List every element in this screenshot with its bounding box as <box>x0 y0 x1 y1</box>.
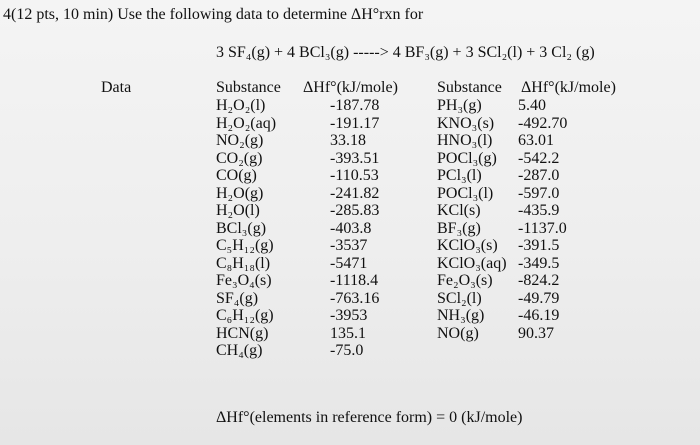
right-substance-cell-3: POCl₃(g) <box>437 149 497 167</box>
right-dh-cell-7: -1137.0 <box>518 219 567 237</box>
left-substance-column <box>216 97 276 360</box>
left-substance-cell-5: H₂O(g) <box>216 184 264 202</box>
right-substance-cell-11: SCl₂(l) <box>437 289 482 307</box>
right-substance-cell-4: PCl₃(l) <box>437 167 482 184</box>
left-dh-cell-7: -403.8 <box>330 219 372 237</box>
left-substance-cell-13: HCN(g) <box>216 324 269 342</box>
left-substance-cell-10: Fe₃O₄(s) <box>216 272 272 289</box>
right-dh-cell-11: -49.79 <box>518 289 560 307</box>
right-substance-cell-2: HNO₃(l) <box>437 132 493 149</box>
reaction-equation: 3 SF₄(g) + 4 BCl₃(g) -----> 4 BF₃(g) + 3 SCl₂(l) + 3 Cl₂ (g) <box>216 44 595 61</box>
left-dh-cell-1: -191.17 <box>330 114 380 132</box>
right-dh-cell-12: -46.19 <box>518 307 560 324</box>
left-dh-cell-6: -285.83 <box>330 202 380 219</box>
right-dh-cell-8: -391.5 <box>518 237 560 254</box>
left-dh-cell-5: -241.82 <box>330 184 380 202</box>
right-substance-cell-10: Fe₂O₃(s) <box>437 272 493 289</box>
left-substance-cell-0: H₂O₂(l) <box>216 97 266 114</box>
left-dh-cell-12: -3953 <box>330 307 368 324</box>
right-dh-column <box>518 97 567 342</box>
left-substance-cell-11: SF₄(g) <box>216 289 259 307</box>
right-header-substance: Substance <box>437 79 502 96</box>
right-header-dh: ΔHf°(kJ/mole) <box>521 79 616 96</box>
left-substance-cell-2: NO₂(g) <box>216 132 264 149</box>
right-substance-cell-8: KClO₃(s) <box>437 237 498 254</box>
left-dh-cell-4: -110.53 <box>330 167 379 184</box>
left-dh-cell-0: -187.78 <box>330 97 380 114</box>
right-substance-cell-1: KNO₃(s) <box>437 114 495 132</box>
right-substance-column <box>437 97 507 342</box>
left-substance-cell-1: H₂O₂(aq) <box>216 114 277 132</box>
right-dh-cell-1: -492.70 <box>518 114 568 132</box>
right-dh-cell-0: 5.40 <box>518 97 546 114</box>
right-dh-cell-10: -824.2 <box>518 272 560 289</box>
left-dh-cell-9: -5471 <box>330 254 368 272</box>
right-dh-cell-6: -435.9 <box>518 202 560 219</box>
left-substance-cell-6: H₂O(l) <box>216 202 260 219</box>
left-substance-cell-4: CO(g) <box>216 167 257 184</box>
left-dh-cell-11: -763.16 <box>330 289 380 307</box>
left-dh-cell-13: 135.1 <box>330 324 366 342</box>
right-substance-cell-9: KClO₃(aq) <box>437 254 507 272</box>
question-text: 4(12 pts, 10 min) Use the following data to determine ΔH°rxn for <box>3 6 424 23</box>
right-dh-cell-9: -349.5 <box>518 254 560 272</box>
left-substance-cell-12: C₆H₁₂(g) <box>216 307 274 324</box>
left-substance-cell-14: CH₄(g) <box>216 342 263 359</box>
right-dh-cell-3: -542.2 <box>518 149 560 167</box>
right-substance-cell-6: KCl(s) <box>437 202 481 219</box>
left-dh-cell-14: -75.0 <box>330 342 364 359</box>
left-dh-cell-3: -393.51 <box>330 149 380 167</box>
data-label: Data <box>101 79 132 96</box>
left-dh-column <box>330 97 379 360</box>
left-dh-cell-10: -1118.4 <box>330 272 379 289</box>
left-substance-cell-8: C₅H₁₂(g) <box>216 237 274 254</box>
right-dh-cell-2: 63.01 <box>518 132 554 149</box>
left-dh-cell-2: 33.18 <box>330 132 366 149</box>
right-substance-cell-0: PH₃(g) <box>437 97 482 114</box>
right-dh-cell-5: -597.0 <box>518 184 560 202</box>
left-substance-cell-3: CO₂(g) <box>216 149 263 167</box>
right-dh-cell-4: -287.0 <box>518 167 560 184</box>
right-dh-cell-13: 90.37 <box>518 324 554 342</box>
right-substance-cell-12: NH₃(g) <box>437 307 485 324</box>
right-substance-cell-7: BF₃(g) <box>437 219 481 237</box>
left-substance-cell-9: C₈H₁₈(l) <box>216 254 271 272</box>
left-dh-cell-8: -3537 <box>330 237 368 254</box>
right-substance-cell-13: NO(g) <box>437 324 479 342</box>
footer-note: ΔHf°(elements in reference form) = 0 (kJ/mole) <box>216 409 523 426</box>
left-header-substance: Substance <box>216 79 281 96</box>
left-header-dh: ΔHf°(kJ/mole) <box>303 79 398 96</box>
right-substance-cell-5: POCl₃(l) <box>437 184 494 202</box>
left-substance-cell-7: BCl₃(g) <box>216 219 267 237</box>
